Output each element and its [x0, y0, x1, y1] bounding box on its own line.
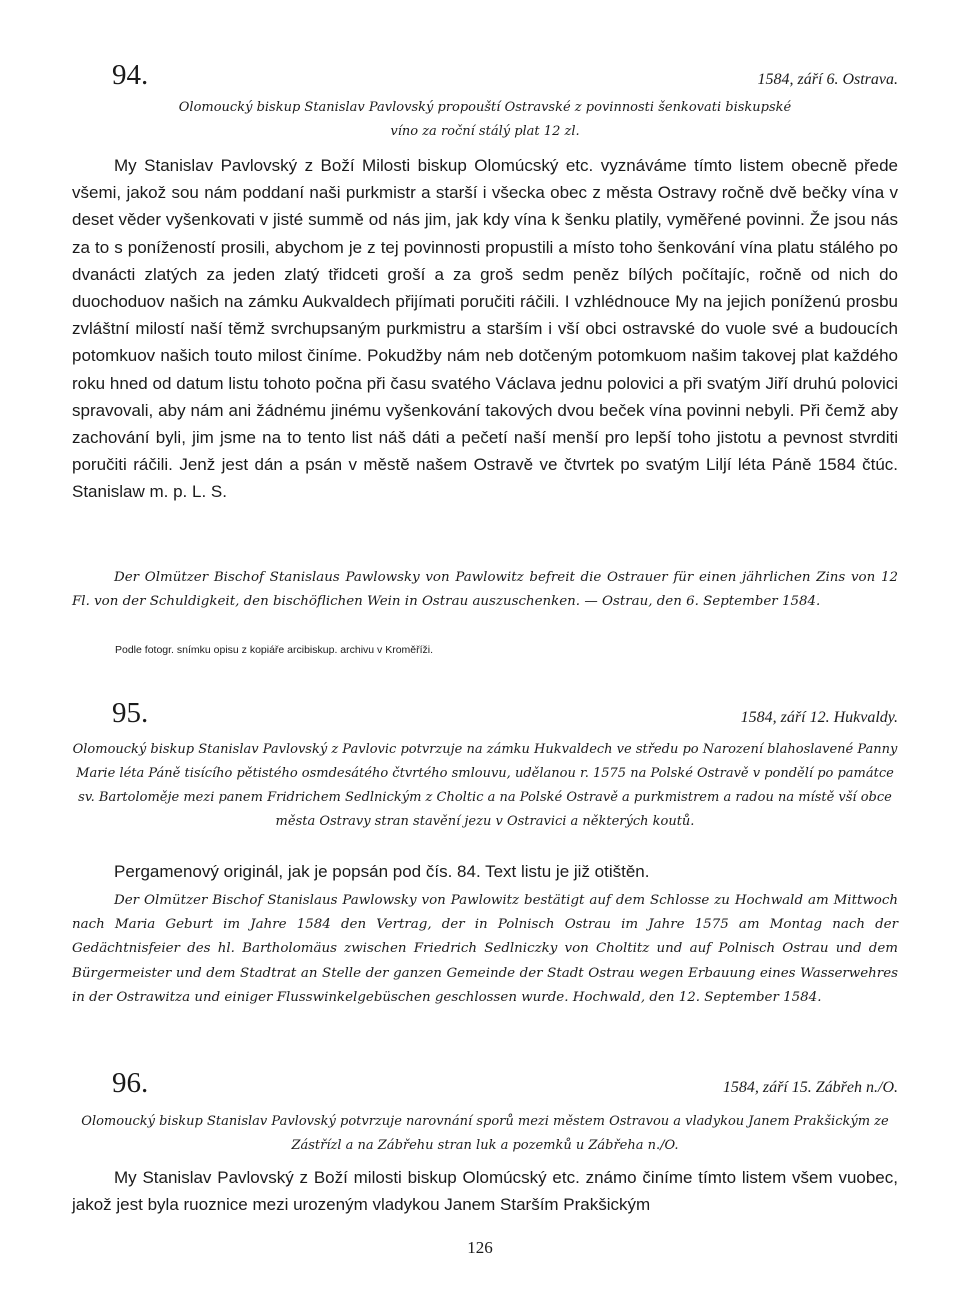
doc-94-date-place: 1584, září 6. Ostrava. [757, 71, 898, 88]
doc-94-source-note: Podle fotogr. snímku opisu z kopiáře arcibiskup. archivu v Kroměříži. [115, 644, 434, 656]
doc-94-german-summary: Der Olmützer Bischof Stanislaus Pawlowsky von Pawlowitz befreit die Ostrauer für einen jährlichen Zins von 12 Fl. von der Schuldigkeit, den bischöflichen Wein in Ostrau auszuschenken. — Ostrau, den 6. September 1584. [72, 570, 898, 610]
doc-95-heading [72, 682, 898, 730]
doc-95-regest: Olomoucký biskup Stanislav Pavlovský z Pavlovic potvrzuje na zámku Hukvaldech ve středu po Narození blahoslavené Panny Marie léta Páně tisícího pětistého osmdesátého čtvrtého smlouvu, udělanou r. 1575 na Polské Ostravě v pondělí po památce sv. Bartoloměje mezi panem Fridrichem Sedlnickým z Choltic a na Polské Ostravě a purkmistrem a radou na místě vší obce města Ostravy stran stavění jezu v Ostravici a některých koutů. [72, 742, 898, 829]
doc-95-number: 95. [112, 697, 149, 729]
doc-94-number: 94. [112, 59, 149, 91]
doc-95-date-place: 1584, září 12. Hukvaldy. [740, 709, 898, 726]
doc-96-text: My Stanislav Pavlovský z Boží milosti biskup Olomúcský etc. známo činíme tímto listem všem vuobec, jakož jest byla ruoznice mezi urozeným vladykou Janem Starším Prakšickým [72, 1168, 898, 1215]
page-number: 126 [467, 1238, 493, 1257]
doc-96-heading [72, 1052, 898, 1100]
doc-96-date-place: 1584, září 15. Zábřeh n./O. [722, 1079, 898, 1096]
doc-95-text: Pergamenový originál, jak je popsán pod čís. 84. Text listu je již otištěn. [114, 862, 650, 881]
doc-95-german-summary: Der Olmützer Bischof Stanislaus Pawlowsky von Pawlowitz bestätigt auf dem Schlosse zu Hochwald am Mittwoch nach Maria Geburt im Jahre 1584 den Vertrag, der in Polnisch Ostrau im Jahre 1575 am Montag nach der Gedächtnisfeier des hl. Bartholomäus zwischen Friedrich Sedlniczky von Choltitz und auf Polnisch Ostrau und dem Bürgermeister und dem Stadtrat an Stelle der ganzen Gemeinde der Stadt Ostrau wegen Erbauung eines Wasserwehres in der Ostrawitza und einiger Flusswinkelgebüschen geschlossen wurde. Hochwald, den 12. September 1584. [72, 893, 898, 1005]
doc-94-regest: Olomoucký biskup Stanislav Pavlovský propouští Ostravské z povinnosti šenkovati biskupské víno za roční stálý plat 12 zl. [178, 100, 792, 139]
doc-94-heading [72, 44, 898, 92]
doc-94-text: My Stanislav Pavlovský z Boží Milosti biskup Olomúcský etc. vyznáváme tímto listem obecně přede všemi, jakož sou nám poddaní naši purkmistr a starší i všecka obec z města Ostravy ročně dvě bečky vína v deset věder vyšenkovati v jisté summě od nás jim, jak kdy vína k šenku platily, vyměřené povinni. Že jsou nás za to s ponížeností prosili, abychom je z tej povinnosti propustili a místo toho šenkování vína platu stálého po dvanácti zlatých za jeden zlatý třidceti groší a za groš sedm peněz bílých počítajíc, ročně od nich do duochoduov našich na zámku Aukvaldech přijímati poručiti ráčili. I vzhlédnouce My na jejich poníženú prosbu zvláštní milostí naší těmž svrchupsaným purkmistru a starším i vší obci ostravské do vuole své a budoucích potomkuov našich touto milost činíme. Pokudžby nám neb dotčeným potomkuom našim takovej plat každého roku hned od datum listu tohoto počna při času svatého Václava jednu polovici a při svatým Jiří druhú polovici spravovali, aby nám ani žádnému jinému vyšenkování takových dvou beček vína povinni nebyli. Při čemž aby zachování byli, jim jsme na to tento list náš dáti a pečetí naší menší pro lepší toho jistotu a pevnost stvrditi poručiti ráčili. Jenž jest dán a psán v městě našem Ostravě ve čtvrtek po svatým Liljí léta Páně 1584 čtúc. Stanislaw m. p. L. S. [72, 156, 898, 502]
doc-96-number: 96. [112, 1067, 149, 1099]
doc-96-regest: Olomoucký biskup Stanislav Pavlovský potvrzuje narovnání sporů mezi městem Ostravou a vladykou Janem Prakšickým ze Zástřízl a na Zábřehu stran luk a pozemků u Zábřeha n./O. [81, 1114, 889, 1153]
